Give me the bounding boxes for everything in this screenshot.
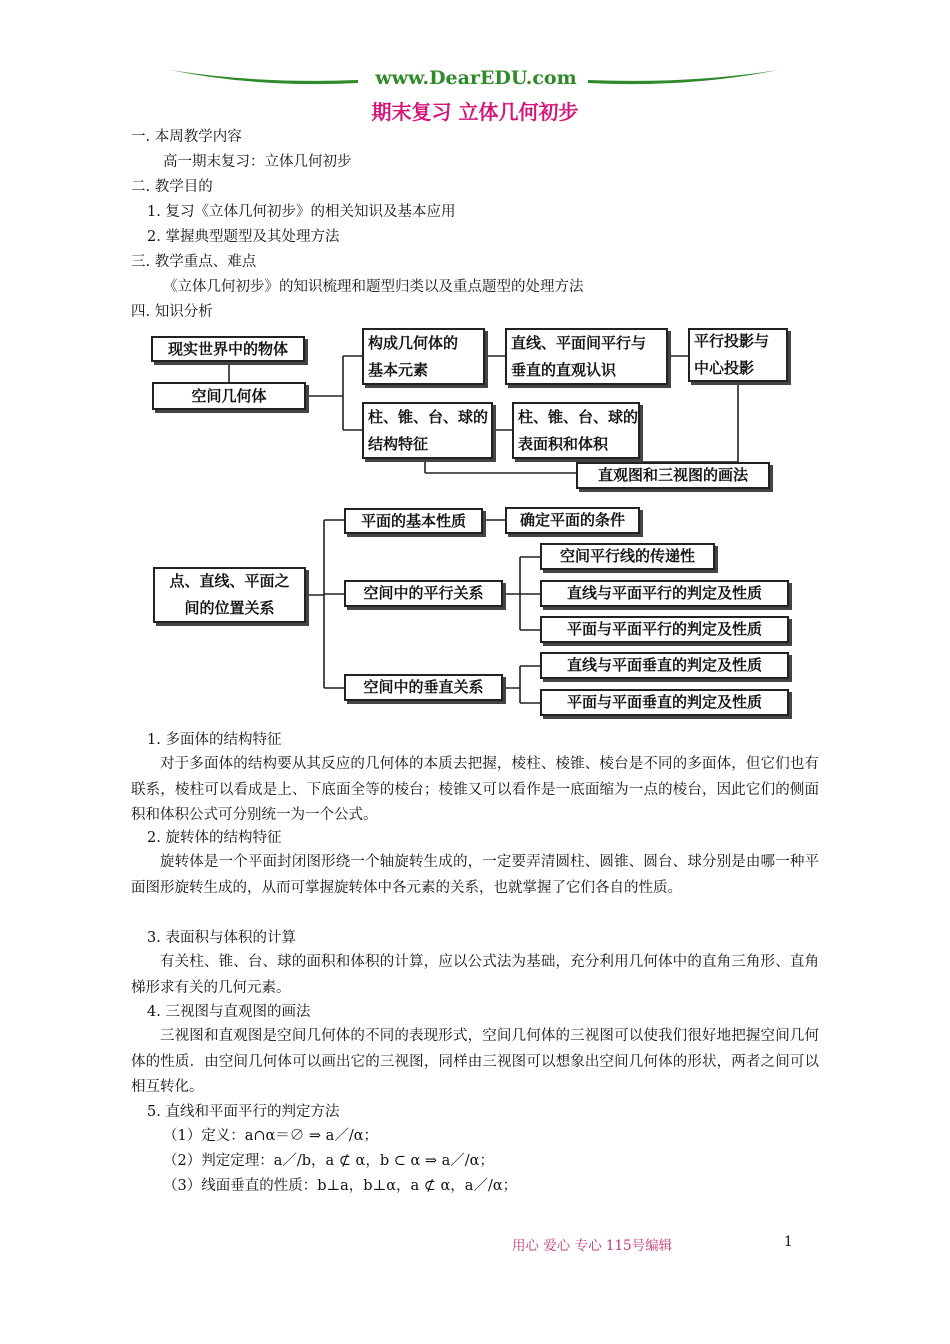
list-item: 2. 掌握典型题型及其处理方法 xyxy=(147,229,340,245)
node-parallel-relations: 空间中的平行关系 xyxy=(344,580,503,607)
node-perpendicular-relations: 空间中的垂直关系 xyxy=(344,674,503,701)
node-plane-plane-parallel: 平面与平面平行的判定及性质 xyxy=(540,616,789,643)
formula-item: （3）线面垂直的性质：b⊥a，b⊥α，a ⊄ α，a／/α； xyxy=(163,1178,518,1194)
analysis-paragraph: 有关柱、锥、台、球的面积和体积的计算，应以公式法为基础，充分利用几何体中的直角三角形、直角梯形求有关的几何元素。 xyxy=(131,954,819,996)
node-position-relations: 点、直线、平面之 间的位置关系 xyxy=(153,567,306,623)
section-body: 《立体几何初步》的知识梳理和题型归类以及重点题型的处理方法 xyxy=(163,279,584,295)
node-real-world: 现实世界中的物体 xyxy=(151,336,305,362)
analysis-paragraph: 三视图和直观图是空间几何体的不同的表现形式，空间几何体的三视图可以使我们很好地把握空间几何体的性质．由空间几何体可以画出它的三视图，同样由三视图可以想象出空间几何体的形状，两者之间可以相互转化。 xyxy=(131,1028,819,1095)
section-heading: 一. 本周教学内容 xyxy=(131,129,242,145)
node-plane-conditions: 确定平面的条件 xyxy=(505,507,640,534)
footer-text: 用心 爱心 专心 115号编辑 xyxy=(512,1238,673,1254)
section-heading: 二. 教学目的 xyxy=(131,179,213,195)
node-structure-features: 柱、锥、台、球的 结构特征 xyxy=(362,402,493,459)
analysis-heading: 2. 旋转体的结构特征 xyxy=(147,830,282,846)
analysis-heading: 1. 多面体的结构特征 xyxy=(147,732,282,748)
node-line-plane-perpendicular: 直线与平面垂直的判定及性质 xyxy=(540,652,789,679)
analysis-heading: 5. 直线和平面平行的判定方法 xyxy=(147,1104,340,1120)
page-title: 期末复习 立体几何初步 xyxy=(371,100,579,124)
section-heading: 三. 教学重点、难点 xyxy=(131,254,257,270)
node-spatial-solid: 空间几何体 xyxy=(152,382,306,410)
analysis-paragraph: 对于多面体的结构要从其反应的几何体的本质去把握，棱柱、棱锥、棱台是不同的多面体，但它们也有联系，棱柱可以看成是上、下底面全等的棱台；棱锥又可以看作是一底面缩为一点的棱台，因此它们的侧面积和体积公式可分别统一为一个公式。 xyxy=(131,756,819,823)
node-views-drawing: 直观图和三视图的画法 xyxy=(576,462,770,489)
section-body: 高一期末复习：立体几何初步 xyxy=(163,154,352,170)
node-parallel-transitivity: 空间平行线的传递性 xyxy=(540,543,715,570)
node-area-volume: 柱、锥、台、球的 表面积和体积 xyxy=(512,402,640,459)
page-number: 1 xyxy=(784,1234,793,1250)
node-line-plane-parallel: 直线与平面平行的判定及性质 xyxy=(540,580,789,607)
section-heading: 四. 知识分析 xyxy=(131,304,213,320)
site-url: www.DearEDU.com xyxy=(375,67,577,89)
node-plane-plane-perpendicular: 平面与平面垂直的判定及性质 xyxy=(540,689,789,716)
node-basic-elements: 构成几何体的 基本元素 xyxy=(362,328,485,385)
node-plane-properties: 平面的基本性质 xyxy=(344,508,483,534)
formula-item: （1）定义：a∩α＝∅ ⇒ a／/α； xyxy=(163,1128,378,1144)
formula-item: （2）判定定理：a／/b，a ⊄ α，b ⊂ α ⇒ a／/α； xyxy=(163,1153,494,1169)
analysis-heading: 4. 三视图与直观图的画法 xyxy=(147,1004,311,1020)
node-intuitive-understanding: 直线、平面间平行与 垂直的直观认识 xyxy=(505,328,668,385)
analysis-paragraph: 旋转体是一个平面封闭图形绕一个轴旋转生成的，一定要弄清圆柱、圆锥、圆台、球分别是由哪一种平面图形旋转生成的，从而可掌握旋转体中各元素的关系，也就掌握了它们各自的性质。 xyxy=(131,854,819,896)
node-projection: 平行投影与 中心投影 xyxy=(688,328,788,382)
analysis-heading: 3. 表面积与体积的计算 xyxy=(147,930,296,946)
list-item: 1. 复习《立体几何初步》的相关知识及基本应用 xyxy=(147,204,456,220)
